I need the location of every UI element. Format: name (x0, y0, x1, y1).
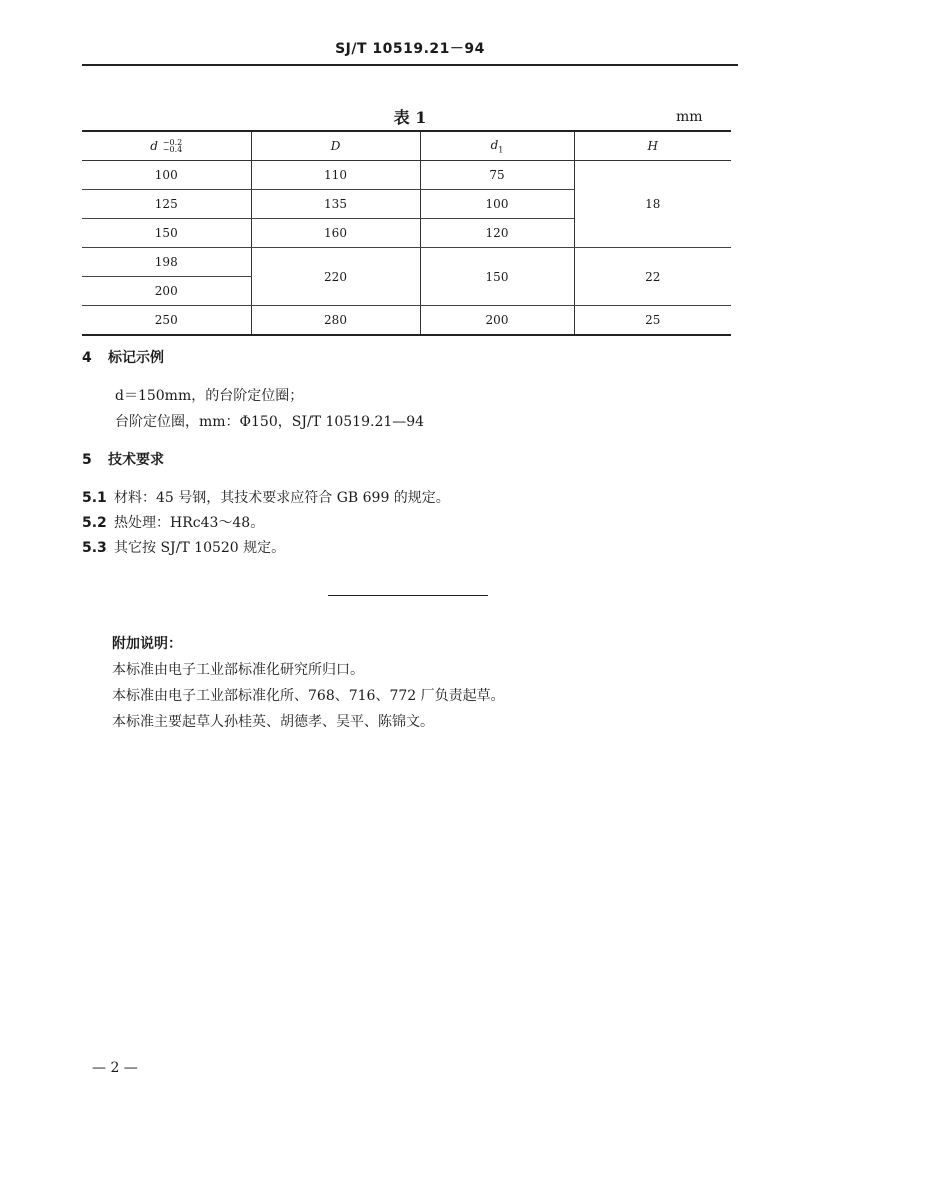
requirement-item (82, 537, 285, 557)
section-5-title: 技术要求 (108, 452, 164, 468)
table-row (82, 306, 731, 336)
dimension-table (82, 130, 731, 336)
header-d (82, 131, 251, 161)
cell-H-merged: 18 (574, 161, 731, 248)
requirement-text: 热处理：HRc43～48。 (114, 515, 265, 531)
requirement-text: 其它按 SJ/T 10520 规定。 (114, 540, 286, 556)
section-4-title: 标记示例 (108, 350, 164, 366)
table-row (82, 161, 731, 190)
header-d1-symbol: d (490, 137, 499, 152)
cell-d1: 120 (420, 219, 574, 248)
marking-example-line-1: d＝150mm，的台阶定位圈； (115, 388, 304, 404)
header-d1-subscript: 1 (498, 145, 504, 155)
notes-line: 本标准由电子工业部标准化研究所归口。 (112, 662, 364, 678)
cell-d1: 200 (420, 306, 574, 336)
standard-code: SJ/T 10519.21－94 (335, 41, 485, 57)
cell-d1: 75 (420, 161, 574, 190)
cell-D: 135 (251, 190, 420, 219)
section-4-number: 4 (82, 350, 92, 366)
cell-D: 160 (251, 219, 420, 248)
cell-D: 110 (251, 161, 420, 190)
cell-d: 150 (82, 219, 251, 248)
requirement-number: 5.2 (82, 515, 107, 531)
page-number: — 2 — (92, 1060, 138, 1076)
table-row (82, 248, 731, 277)
cell-d: 100 (82, 161, 251, 190)
notes-title: 附加说明： (112, 636, 182, 652)
table-unit: mm (676, 109, 703, 125)
cell-d: 250 (82, 306, 251, 336)
cell-D: 280 (251, 306, 420, 336)
cell-d1-merged: 150 (420, 248, 574, 306)
end-divider (328, 595, 488, 596)
tol-lower: −0.4 (162, 145, 183, 155)
header-d1 (420, 131, 574, 161)
cell-H: 25 (574, 306, 731, 336)
requirement-item (82, 512, 264, 532)
requirement-item (82, 487, 450, 507)
header-d-tolerance (163, 139, 182, 153)
requirement-number: 5.3 (82, 540, 107, 556)
table-header-row (82, 131, 731, 161)
header-rule (82, 64, 738, 66)
cell-D-merged: 220 (251, 248, 420, 306)
cell-d: 125 (82, 190, 251, 219)
section-5-number: 5 (82, 452, 92, 468)
notes-line: 本标准主要起草人孙桂英、胡德孝、吴平、陈锦文。 (112, 714, 434, 730)
cell-d1: 100 (420, 190, 574, 219)
section-4-heading (82, 347, 164, 367)
requirement-text: 材料：45 号钢，其技术要求应符合 GB 699 的规定。 (114, 490, 450, 506)
header-D: D (251, 131, 420, 161)
cell-d: 200 (82, 277, 251, 306)
tol-upper: −0.2 (162, 138, 183, 148)
cell-d: 198 (82, 248, 251, 277)
table-title: 表 1 (393, 108, 427, 127)
requirement-number: 5.1 (82, 490, 107, 506)
header-d-symbol: d (150, 138, 158, 153)
notes-line: 本标准由电子工业部标准化所、768、716、772 厂负责起草。 (112, 688, 505, 704)
cell-H-merged: 22 (574, 248, 731, 306)
marking-example-line-2: 台阶定位圈，mm：Φ150，SJ/T 10519.21—94 (115, 414, 425, 430)
section-5-heading (82, 449, 164, 469)
header-H: H (574, 131, 731, 161)
